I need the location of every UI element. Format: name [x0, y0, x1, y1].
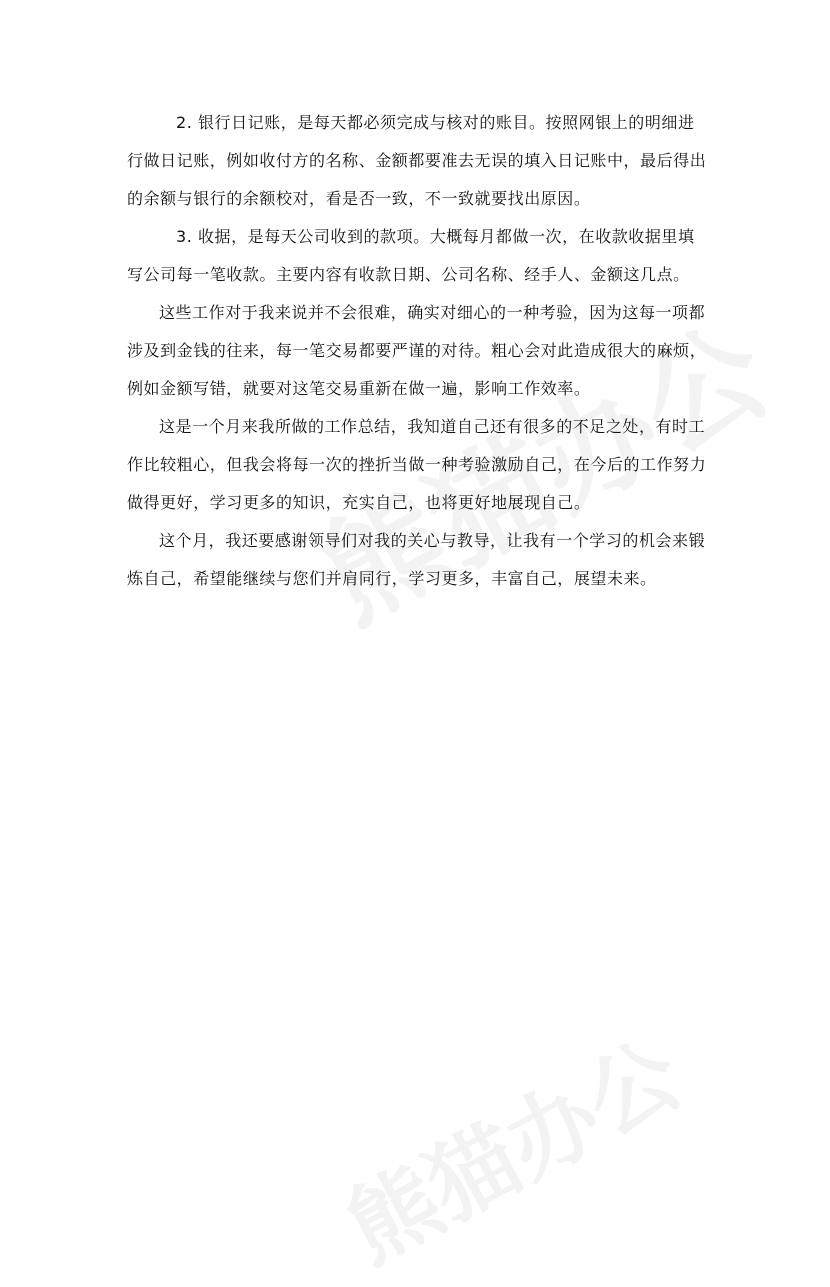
text-line: 做得更好，学习更多的知识，充实自己，也将更好地展现自己。 — [127, 493, 591, 512]
text-line: 的余额与银行的余额校对，看是否一致，不一致就要找出原因。 — [127, 189, 591, 208]
text-line: 2. 银行日记账，是每天都必须完成与核对的账目。按照网银上的明细进 — [176, 113, 695, 132]
text-line: 作比较粗心，但我会将每一次的挫折当做一种考验激励自己，在今后的工作努力 — [127, 455, 707, 474]
watermark — [321, 1003, 700, 1287]
document-body — [127, 104, 707, 598]
paragraph-summary — [127, 408, 707, 522]
paragraph-bank-journal — [127, 104, 707, 218]
paragraph-receipts — [127, 218, 707, 294]
text-line: 3. 收据，是每天公司收到的款项。大概每月都做一次，在收款收据里填 — [176, 227, 695, 246]
text-line: 炼自己，希望能继续与您们并肩同行，学习更多，丰富自己，展望未来。 — [127, 569, 657, 588]
paragraph-work-difficulty — [127, 294, 707, 408]
paragraph-thanks — [127, 522, 707, 598]
text-line: 这是一个月来我所做的工作总结，我知道自己还有很多的不足之处，有时工 — [159, 417, 706, 436]
text-line: 行做日记账，例如收付方的名称、金额都要准去无误的填入日记账中，最后得出 — [127, 151, 707, 170]
text-line: 写公司每一笔收款。主要内容有收款日期、公司名称、经手人、金额这几点。 — [127, 265, 690, 284]
text-line: 这些工作对于我来说并不会很难，确实对细心的一种考验，因为这每一项都 — [159, 303, 706, 322]
text-line: 涉及到金钱的往来，每一笔交易都要严谨的对待。粗心会对此造成很大的麻烦， — [127, 341, 707, 360]
text-line: 这个月，我还要感谢领导们对我的关心与教导，让我有一个学习的机会来锻 — [159, 531, 706, 550]
text-line: 例如金额写错，就要对这笔交易重新在做一遍，影响工作效率。 — [127, 379, 591, 398]
